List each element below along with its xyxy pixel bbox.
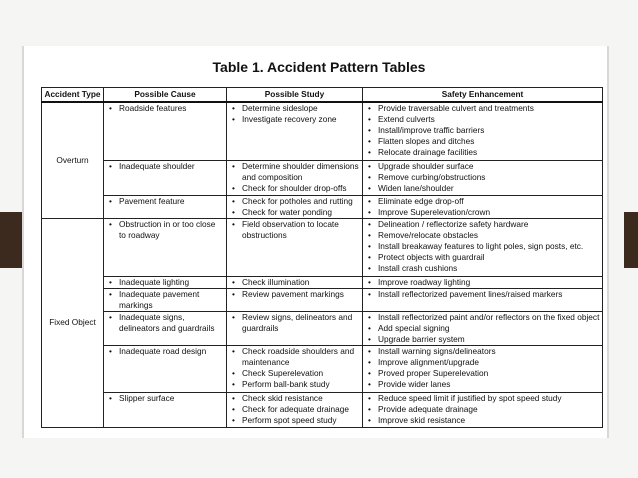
table-row [42,345,603,392]
list-item: • Eliminate edge drop-off [364,196,600,207]
list-item: • Upgrade shoulder surface [364,161,600,172]
enhancement-list [363,312,602,345]
enhancement-cell [363,392,603,427]
list-item: • Improve roadway lighting [364,277,600,288]
accident-pattern-table [41,87,603,428]
list-item: • Perform spot speed study [228,415,360,426]
cause-cell [104,102,227,160]
cause-cell [104,276,227,288]
enhancement-cell [363,345,603,392]
list-item: • Install/improve traffic barriers [364,125,600,136]
list-item: • Improve alignment/upgrade [364,357,600,368]
cause-list [104,289,226,311]
list-item: • Reduce speed limit if justified by spot speed study [364,393,600,404]
cause-list [104,196,226,207]
study-cell [227,345,363,392]
list-item: • Remove/relocate obstacles [364,230,600,241]
list-item: • Add special signing [364,323,600,334]
list-item: • Perform ball-bank study [228,379,360,390]
enhancement-cell [363,160,603,195]
list-item: • Improve Superelevation/crown [364,207,600,218]
list-item: • Improve skid resistance [364,415,600,426]
cause-cell [104,160,227,195]
header-possible-study: Possible Study [227,88,363,103]
list-item: • Protect objects with guardrail [364,252,600,263]
right-decorative-band [624,212,638,268]
list-item: • Widen lane/shoulder [364,183,600,194]
list-item: • Install crash cushions [364,263,600,274]
list-item: • Provide adequate drainage [364,404,600,415]
table-row [42,195,603,218]
list-item: • Determine sideslope [228,103,360,114]
table-title: Table 1. Accident Pattern Tables [212,59,426,75]
table-row [42,276,603,288]
enhancement-cell [363,102,603,160]
cause-cell [104,345,227,392]
list-item: • Check illumination [228,277,360,288]
cause-list [104,277,226,288]
header-possible-cause: Possible Cause [104,88,227,103]
list-item: • Check for shoulder drop-offs [228,183,360,194]
study-list [227,103,362,125]
list-item: • Install reflectorized paint and/or reflectors on the fixed object [364,312,600,323]
list-item: • Inadequate pavement markings [105,289,224,311]
list-item: • Check roadside shoulders and maintenance [228,346,360,368]
enhancement-list [363,277,602,288]
list-item: • Install warning signs/delineators [364,346,600,357]
list-item: • Upgrade barrier system [364,334,600,345]
list-item: • Delineation / reflectorize safety hardware [364,219,600,230]
list-item: • Field observation to locate obstructions [228,219,360,241]
cause-list [104,219,226,241]
enhancement-cell [363,311,603,345]
enhancement-cell [363,288,603,311]
cause-list [104,312,226,334]
cause-list [104,393,226,404]
enhancement-list [363,196,602,218]
study-list [227,196,362,218]
table-row [42,392,603,427]
list-item: • Inadequate lighting [105,277,224,288]
enhancement-list [363,103,602,158]
enhancement-list [363,161,602,194]
list-item: • Install breakaway features to light poles, sign posts, etc. [364,241,600,252]
study-list [227,219,362,241]
header-safety-enhancement: Safety Enhancement [363,88,603,103]
study-cell [227,160,363,195]
table-row [42,311,603,345]
list-item: • Roadside features [105,103,224,114]
accident-type-cell: Fixed Object [42,218,104,427]
study-cell [227,311,363,345]
list-item: • Install reflectorized pavement lines/raised markers [364,289,600,300]
cause-list [104,103,226,114]
list-item: • Slipper surface [105,393,224,404]
study-cell [227,276,363,288]
list-item: • Obstruction in or too close to roadway [105,219,224,241]
cause-list [104,346,226,357]
cause-cell [104,288,227,311]
study-cell [227,195,363,218]
study-cell [227,102,363,160]
study-cell [227,218,363,276]
study-list [227,161,362,194]
study-cell [227,288,363,311]
list-item: • Pavement feature [105,196,224,207]
header-row [42,88,603,103]
enhancement-list [363,346,602,390]
study-list [227,393,362,426]
list-item: • Provide traversable culvert and treatments [364,103,600,114]
list-item: • Extend culverts [364,114,600,125]
cause-list [104,161,226,172]
list-item: • Check for potholes and rutting [228,196,360,207]
list-item: • Check for water ponding [228,207,360,218]
study-list [227,346,362,390]
list-item: • Remove curbing/obstructions [364,172,600,183]
enhancement-list [363,289,602,300]
study-list [227,312,362,334]
table-row [42,218,603,276]
enhancement-cell [363,276,603,288]
table-body [42,102,603,427]
enhancement-list [363,393,602,426]
list-item: • Proved proper Superelevation [364,368,600,379]
list-item: • Check for adequate drainage [228,404,360,415]
list-item: • Check Superelevation [228,368,360,379]
table-row [42,160,603,195]
header-accident-type: Accident Type [42,88,104,103]
enhancement-list [363,219,602,274]
cause-cell [104,311,227,345]
cause-cell [104,392,227,427]
accident-type-cell: Overturn [42,102,104,218]
list-item: • Check skid resistance [228,393,360,404]
list-item: • Determine shoulder dimensions and composition [228,161,360,183]
list-item: • Inadequate road design [105,346,224,357]
list-item: • Investigate recovery zone [228,114,360,125]
table-row [42,102,603,160]
study-list [227,277,362,288]
cause-cell [104,218,227,276]
list-item: • Review pavement markings [228,289,360,300]
list-item: • Inadequate signs, delineators and guardrails [105,312,224,334]
enhancement-cell [363,218,603,276]
list-item: • Flatten slopes and ditches [364,136,600,147]
study-list [227,289,362,300]
list-item: • Review signs, delineators and guardrails [228,312,360,334]
table-row [42,288,603,311]
list-item: • Inadequate shoulder [105,161,224,172]
list-item: • Relocate drainage facilities [364,147,600,158]
study-cell [227,392,363,427]
cause-cell [104,195,227,218]
list-item: • Provide wider lanes [364,379,600,390]
enhancement-cell [363,195,603,218]
